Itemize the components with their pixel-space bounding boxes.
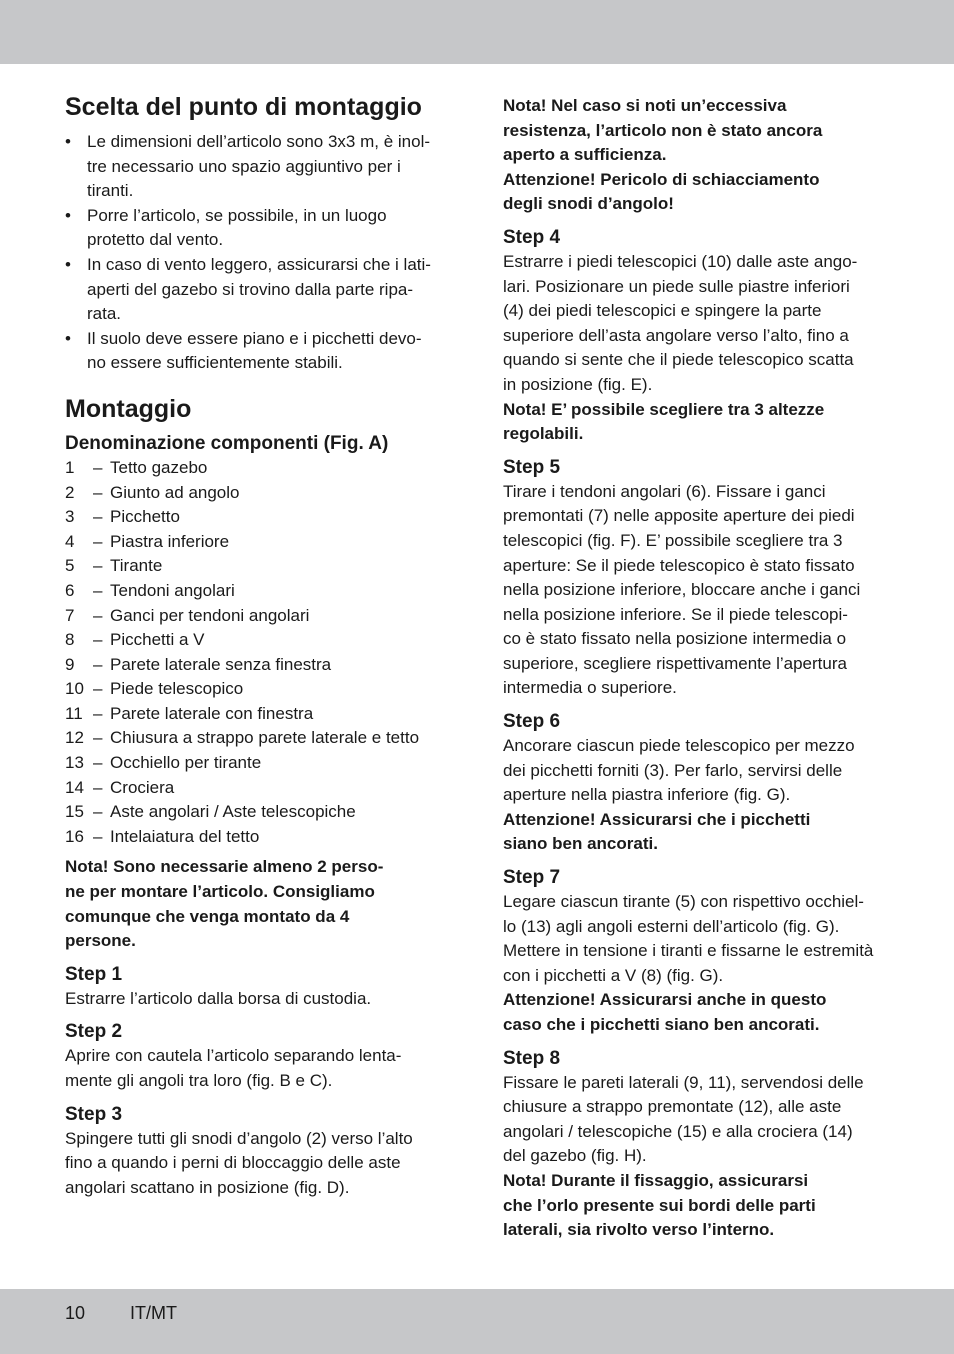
- component-item: 4 – Piastra inferiore: [65, 531, 230, 551]
- section-title-assembly: Montaggio: [65, 394, 192, 423]
- component-item: 12 – Chiusura a strappo parete laterale e tetto: [65, 728, 420, 748]
- component-item: 16 – Intelaiatura del tetto: [65, 826, 260, 846]
- component-item: 15 – Aste angolari / Aste telescopiche: [65, 802, 356, 822]
- step1-title: Step 1: [65, 963, 123, 985]
- step4-text: Estrarre i piedi telescopici (10) dalle aste ango- lari. Posizionare un piede sulle piastre inferiori (4) dei piedi telescopici e spingere la parte superiore dell’asta angolare verso l’alto, fino a quando si sente che il piede telescopico scatta in posizione (fig. E).: [503, 251, 858, 394]
- step8-note: Nota! Durante il fissaggio, assicurarsi che l’orlo presente sui bordi delle parti laterali, sia rivolto verso l’interno.: [503, 1170, 816, 1240]
- component-item: 1 – Tetto gazebo: [65, 457, 208, 477]
- component-item: 3 – Picchetto: [65, 507, 180, 527]
- component-item: 13 – Occhiello per tirante: [65, 753, 262, 773]
- components-list: [65, 456, 455, 850]
- bullet-icon: •: [65, 132, 71, 151]
- component-item: 9 – Parete laterale senza finestra: [65, 654, 332, 674]
- step4-note: Nota! E’ possibile scegliere tra 3 altezze regolabili.: [503, 399, 825, 444]
- component-item: 2 – Giunto ad angolo: [65, 482, 240, 502]
- step2-title: Step 2: [65, 1021, 123, 1043]
- header-band: [0, 0, 954, 64]
- list-item: • Porre l’articolo, se possibile, in un luogo protetto dal vento.: [65, 205, 387, 250]
- component-item: 10 – Piede telescopico: [65, 679, 244, 699]
- mounting-point-list: [65, 130, 455, 376]
- step3-title: Step 3: [65, 1103, 123, 1125]
- language-code: IT/MT: [130, 1303, 177, 1323]
- component-item: 14 – Crociera: [65, 777, 175, 797]
- step8-text: Fissare le pareti laterali (9, 11), servendosi delle chiusure a strappo premontate (12), alle aste angolari / telescopiche (15) e alla crociera (14) del gazebo (fig. H).: [503, 1072, 864, 1166]
- component-item: 5 – Tirante: [65, 556, 163, 576]
- step6-title: Step 6: [503, 711, 561, 733]
- note-resistance: Nota! Nel caso si noti un’eccessiva resistenza, l’articolo non è stato ancora aperto a sufficienza. Attenzione! Pericolo di schiacciamento degli snodi d’angolo!: [503, 96, 823, 214]
- components-title: Denominazione componenti (Fig. A): [65, 432, 389, 454]
- list-item: • In caso di vento leggero, assicurarsi che i lati- aperti del gazebo si trovino dalla parte ripa- rata.: [65, 254, 431, 324]
- step2-text: Aprire con cautela l’articolo separando lenta- mente gli angoli tra loro (fig. B e C).: [65, 1046, 402, 1090]
- step6-text: Ancorare ciascun piede telescopico per mezzo dei picchetti forniti (3). Per farlo, servirsi delle aperture nella piastra inferiore (fig. G).: [503, 736, 855, 805]
- step7-text: Legare ciascun tirante (5) con rispettivo occhiel- lo (13) agli angoli esterni dell’articolo (fig. G). Mettere in tensione i tiranti e fissarne le estremità con i picchetti a V (8) (fig. G).: [503, 892, 874, 985]
- component-item: 7 – Ganci per tendoni angolari: [65, 605, 310, 625]
- bullet-icon: •: [65, 254, 71, 274]
- note-persons: Nota! Sono necessarie almeno 2 perso- ne per montare l’articolo. Consigliamo comunque che venga montato da 4 persone.: [65, 857, 384, 951]
- bullet-icon: •: [65, 328, 71, 348]
- page-number: 10: [65, 1303, 86, 1323]
- step7-note: Attenzione! Assicurarsi anche in questo caso che i picchetti siano ben ancorati.: [503, 990, 827, 1034]
- step1-text: Estrarre l’articolo dalla borsa di custodia.: [65, 988, 372, 1008]
- right-column: [503, 94, 893, 1243]
- step7-title: Step 7: [503, 867, 561, 889]
- section-title-mounting-point: Scelta del punto di montaggio: [65, 93, 422, 121]
- step3-text: Spingere tutti gli snodi d’angolo (2) verso l’alto fino a quando i perni di bloccaggio delle aste angolari scattano in posizione (fig. D).: [65, 1128, 413, 1197]
- step5-text: Tirare i tendoni angolari (6). Fissare i ganci premontati (7) nelle apposite aperture dei piedi telescopici (fig. F). E’ possibile scegliere tra 3 aperture: Se il piede telescopico è stato fissato nella posizione inferiore, bloccare anche i ganci nella posizione inferiore. Se il piede telescopi- co è stato fissato nella posizione intermedia o superiore, scegliere rispettivamente l’apertura intermedia o superiore.: [503, 481, 861, 698]
- component-item: 6 – Tendoni angolari: [65, 580, 235, 600]
- left-column: [65, 92, 455, 1200]
- list-item: • Il suolo deve essere piano e i picchetti devo- no essere sufficientemente stabili.: [65, 328, 422, 373]
- list-item: • Le dimensioni dell’articolo sono 3x3 m, è inol- tre necessario uno spazio aggiuntivo per i tiranti.: [65, 132, 431, 201]
- step8-title: Step 8: [503, 1047, 561, 1069]
- step6-note: Attenzione! Assicurarsi che i picchetti siano ben ancorati.: [503, 809, 811, 854]
- step4-title: Step 4: [503, 226, 561, 248]
- component-item: 8 – Picchetti a V: [65, 630, 205, 650]
- component-item: 11 – Parete laterale con finestra: [65, 703, 314, 723]
- step5-title: Step 5: [503, 456, 561, 478]
- bullet-icon: •: [65, 205, 71, 225]
